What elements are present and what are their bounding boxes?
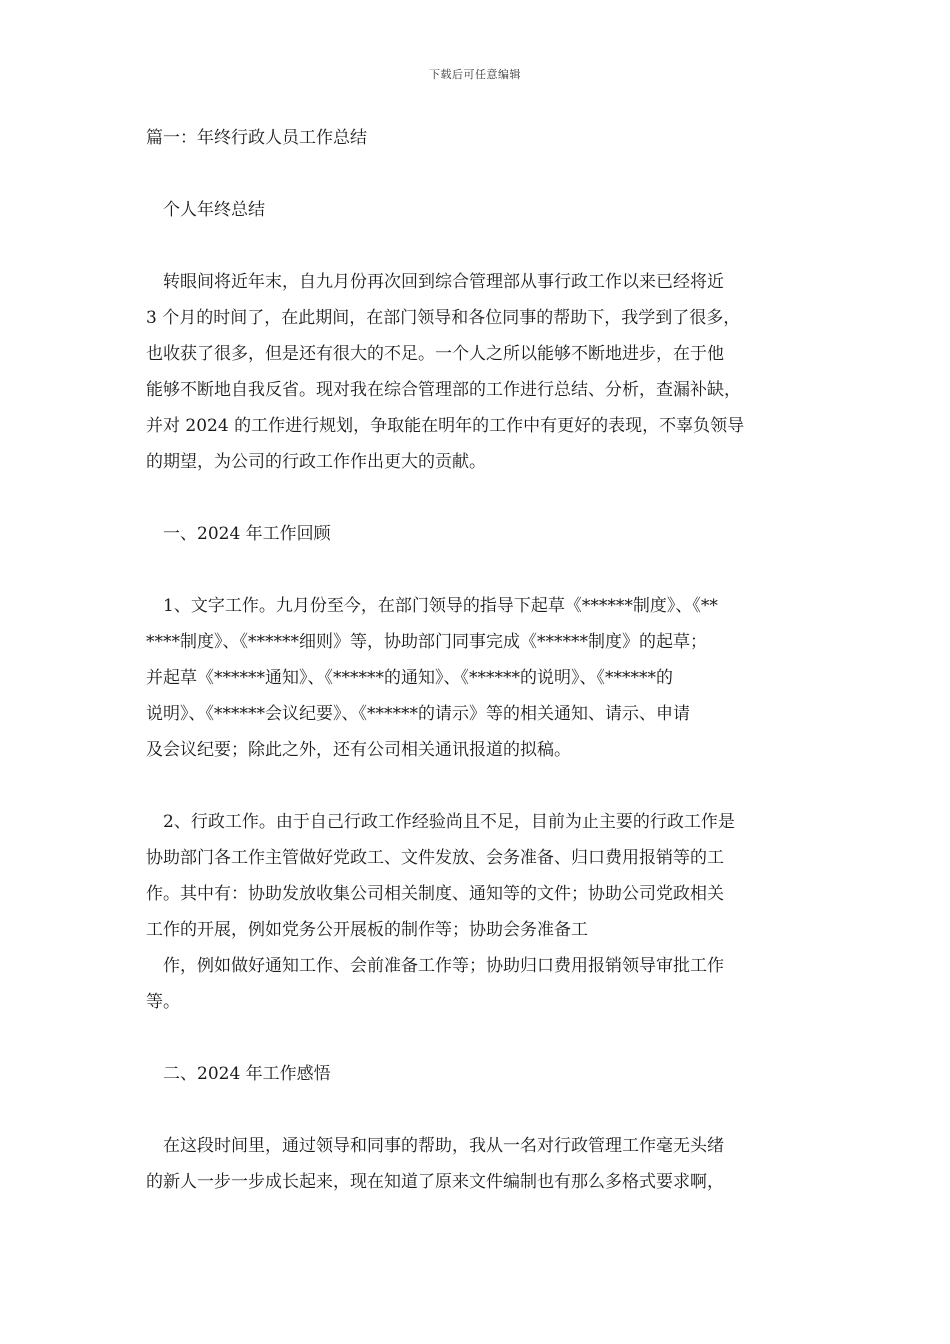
item-2-cont-line: 等。	[146, 992, 180, 1012]
document-body	[146, 120, 816, 1236]
item-1-line: 说明》、《******会议纪要》、《******的请示》等的相关通知、请示、申请	[146, 704, 690, 724]
item-1-line: 并起草《******通知》、《******的通知》、《******的说明》、《******的	[146, 668, 673, 688]
item-1-paragraph	[146, 588, 816, 768]
item-2-line: 工作的开展，例如党务公开展板的制作等；协助会务准备工	[146, 920, 588, 940]
intro-line: 并对 2024 的工作进行规划，争取能在明年的工作中有更好的表现，不辜负领导	[146, 416, 745, 436]
section-1-heading: 一、2024 年工作回顾	[163, 524, 331, 544]
intro-paragraph	[146, 264, 816, 480]
item-1-line: ****制度》、《******细则》等，协助部门同事完成《******制度》的起草；	[146, 632, 707, 652]
intro-line: 3 个月的时间了，在此期间，在部门领导和各位同事的帮助下，我学到了很多，	[146, 308, 741, 328]
section-2-heading: 二、2024 年工作感悟	[163, 1064, 331, 1084]
item-1-line: 1、文字工作。九月份至今，在部门领导的指导下起草《******制度》、《**	[163, 596, 718, 616]
item-2-line: 2、行政工作。由于自己行政工作经验尚且不足，目前为止主要的行政工作是	[163, 812, 735, 832]
document-title: 篇一：年终行政人员工作总结	[146, 128, 367, 148]
document-subtitle: 个人年终总结	[163, 200, 265, 220]
item-1-line: 及会议纪要；除此之外，还有公司相关通讯报道的拟稿。	[146, 740, 571, 760]
intro-line: 也收获了很多，但是还有很大的不足。一个人之所以能够不断地进步，在于他	[146, 344, 724, 364]
intro-line: 的期望，为公司的行政工作作出更大的贡献。	[146, 452, 486, 472]
item-2-line: 作。其中有：协助发放收集公司相关制度、通知等的文件；协助公司党政相关	[146, 884, 724, 904]
header-note: 下载后可任意编辑	[429, 68, 521, 81]
item-2-cont-line: 作，例如做好通知工作、会前准备工作等；协助归口费用报销领导审批工作	[163, 956, 724, 976]
item-2-paragraph	[146, 804, 816, 948]
item-2-line: 协助部门各工作主管做好党政工、文件发放、会务准备、归口费用报销等的工	[146, 848, 724, 868]
reflection-line: 的新人一步一步成长起来，现在知道了原来文件编制也有那么多格式要求啊，	[146, 1172, 724, 1192]
reflection-paragraph	[146, 1128, 816, 1200]
intro-line: 转眼间将近年末，自九月份再次回到综合管理部从事行政工作以来已经将近	[163, 272, 724, 292]
item-2-continuation	[146, 948, 816, 1020]
intro-line: 能够不断地自我反省。现对我在综合管理部的工作进行总结、分析，查漏补缺，	[146, 380, 741, 400]
reflection-line: 在这段时间里，通过领导和同事的帮助，我从一名对行政管理工作毫无头绪	[163, 1136, 724, 1156]
